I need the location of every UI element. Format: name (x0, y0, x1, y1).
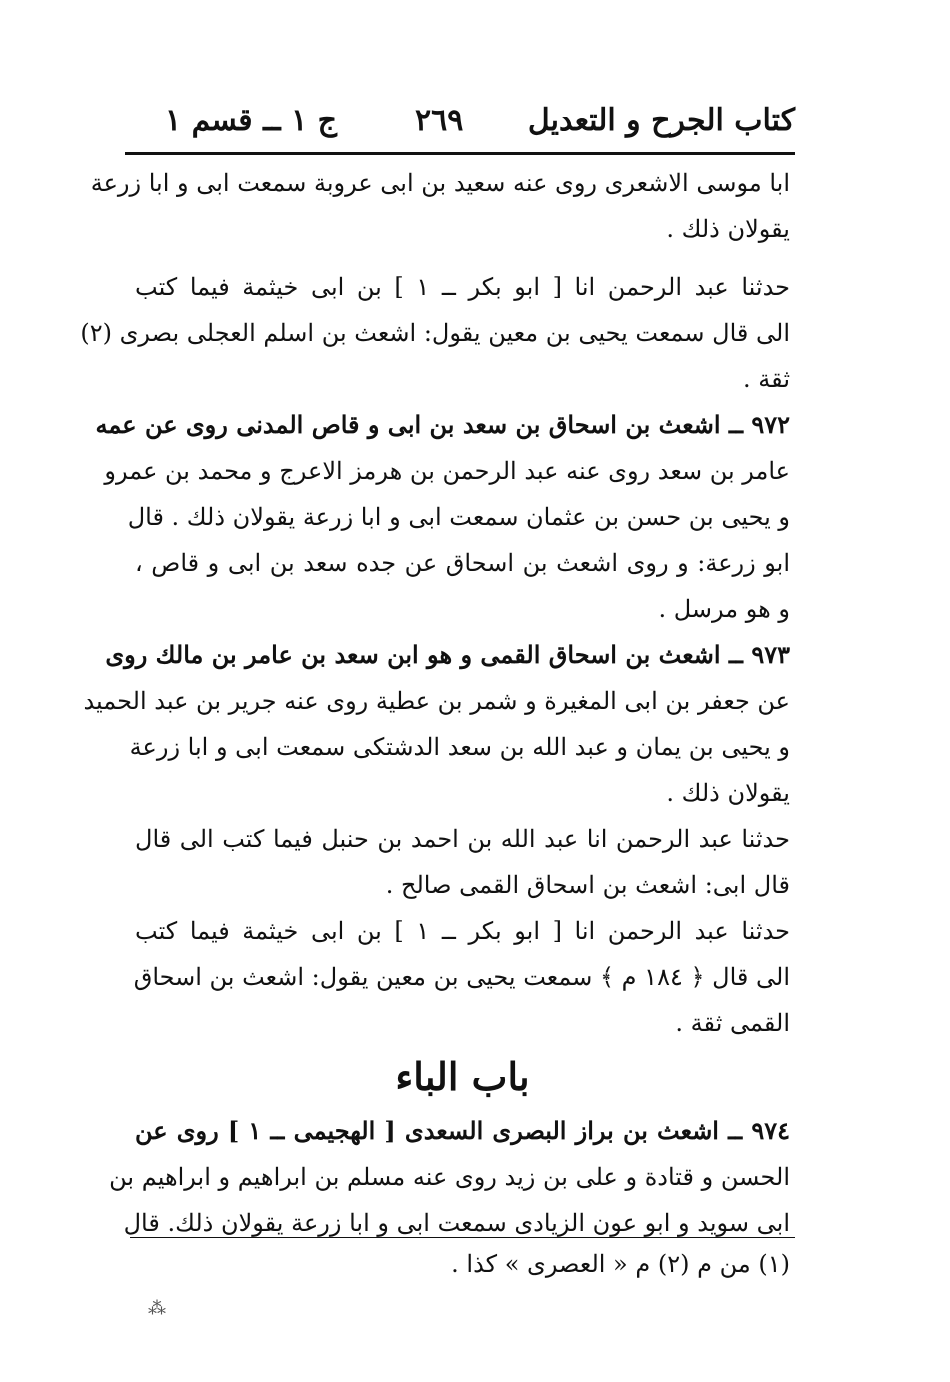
section-heading: باب الباء (395, 1054, 530, 1099)
text-line: و يحيى بن يمان و عبد الله بن سعد الدشتكى سمعت ابى و ابا زرعة (129, 733, 790, 761)
text-line: عن جعفر بن ابى المغيرة و شمر بن عطية روى عنه جرير بن عبد الحميد (83, 687, 790, 715)
text-line: الى قال سمعت يحيى بن معين يقول: اشعث بن اسلم العجلى بصرى (٢) (80, 319, 790, 347)
page-header (125, 95, 795, 150)
text-line: ابى سويد و ابو عون الزيادى سمعت ابى و ابا زرعة يقولان ذلك. قال (123, 1209, 790, 1237)
text-line: عامر بن سعد روى عنه عبد الرحمن بن هرمز الاعرج و محمد بن عمرو (104, 457, 790, 485)
text-line: حدثنا عبد الرحمن انا [ ابو بكر ــ ١ ] بن ابى خيثمة فيما كتب (135, 273, 791, 301)
text-line: حدثنا عبد الرحمن انا [ ابو بكر ــ ١ ] بن ابى خيثمة فيما كتب (135, 917, 791, 945)
header-rule (125, 152, 795, 155)
text-line: حدثنا عبد الرحمن انا عبد الله بن احمد بن حنبل فيما كتب الى قال (135, 825, 790, 853)
entry-line: ٩٧٤ ــ اشعث بن براز البصرى السعدى [ الهجيمى ــ ١ ] روى عن (135, 1116, 790, 1145)
book-title: كتاب الجرح و التعديل (527, 103, 795, 138)
text-line: ثقة . (743, 365, 790, 393)
volume-label: ج ١ ــ قسم ١ (165, 103, 338, 138)
text-line: و يحيى بن حسن بن عثمان سمعت ابى و ابا زرعة يقولان ذلك . قال (127, 503, 790, 531)
text-line: الى قال ﴿ ١٨٤ م ﴾ سمعت يحيى بن معين يقول: اشعث بن اسحاق (133, 963, 790, 991)
text-line: يقولان ذلك . (666, 215, 790, 243)
ink-smudge: ⁂ (148, 1298, 166, 1319)
footnote: (١) من م (٢) م « العصرى » كذا . (451, 1250, 790, 1278)
text-line: يقولان ذلك . (666, 779, 790, 807)
footnote-rule (130, 1237, 795, 1238)
entry-line: ٩٧٢ ــ اشعث بن اسحاق بن سعد بن ابى و قاص المدنى روى عن عمه (95, 410, 790, 439)
page-number: ٢٦٩ (415, 103, 464, 138)
text-line: قال ابى: اشعث بن اسحاق القمى صالح . (385, 871, 790, 899)
text-line: ابو زرعة: و روى اشعث بن اسحاق عن جده سعد بن ابى و قاص ، (135, 549, 790, 577)
text-line: القمى ثقة . (675, 1009, 790, 1037)
entry-line: ٩٧٣ ــ اشعث بن اسحاق القمى و هو ابن سعد بن عامر بن مالك روى (105, 640, 790, 669)
text-line: الحسن و قتادة و على بن زيد روى عنه مسلم بن ابراهيم و ابراهيم بن (109, 1163, 790, 1191)
text-line: ابا موسى الاشعرى روى عنه سعيد بن ابى عروبة سمعت ابى و ابا زرعة (90, 169, 790, 197)
text-body (80, 160, 791, 1246)
text-line: و هو مرسل . (658, 595, 790, 623)
